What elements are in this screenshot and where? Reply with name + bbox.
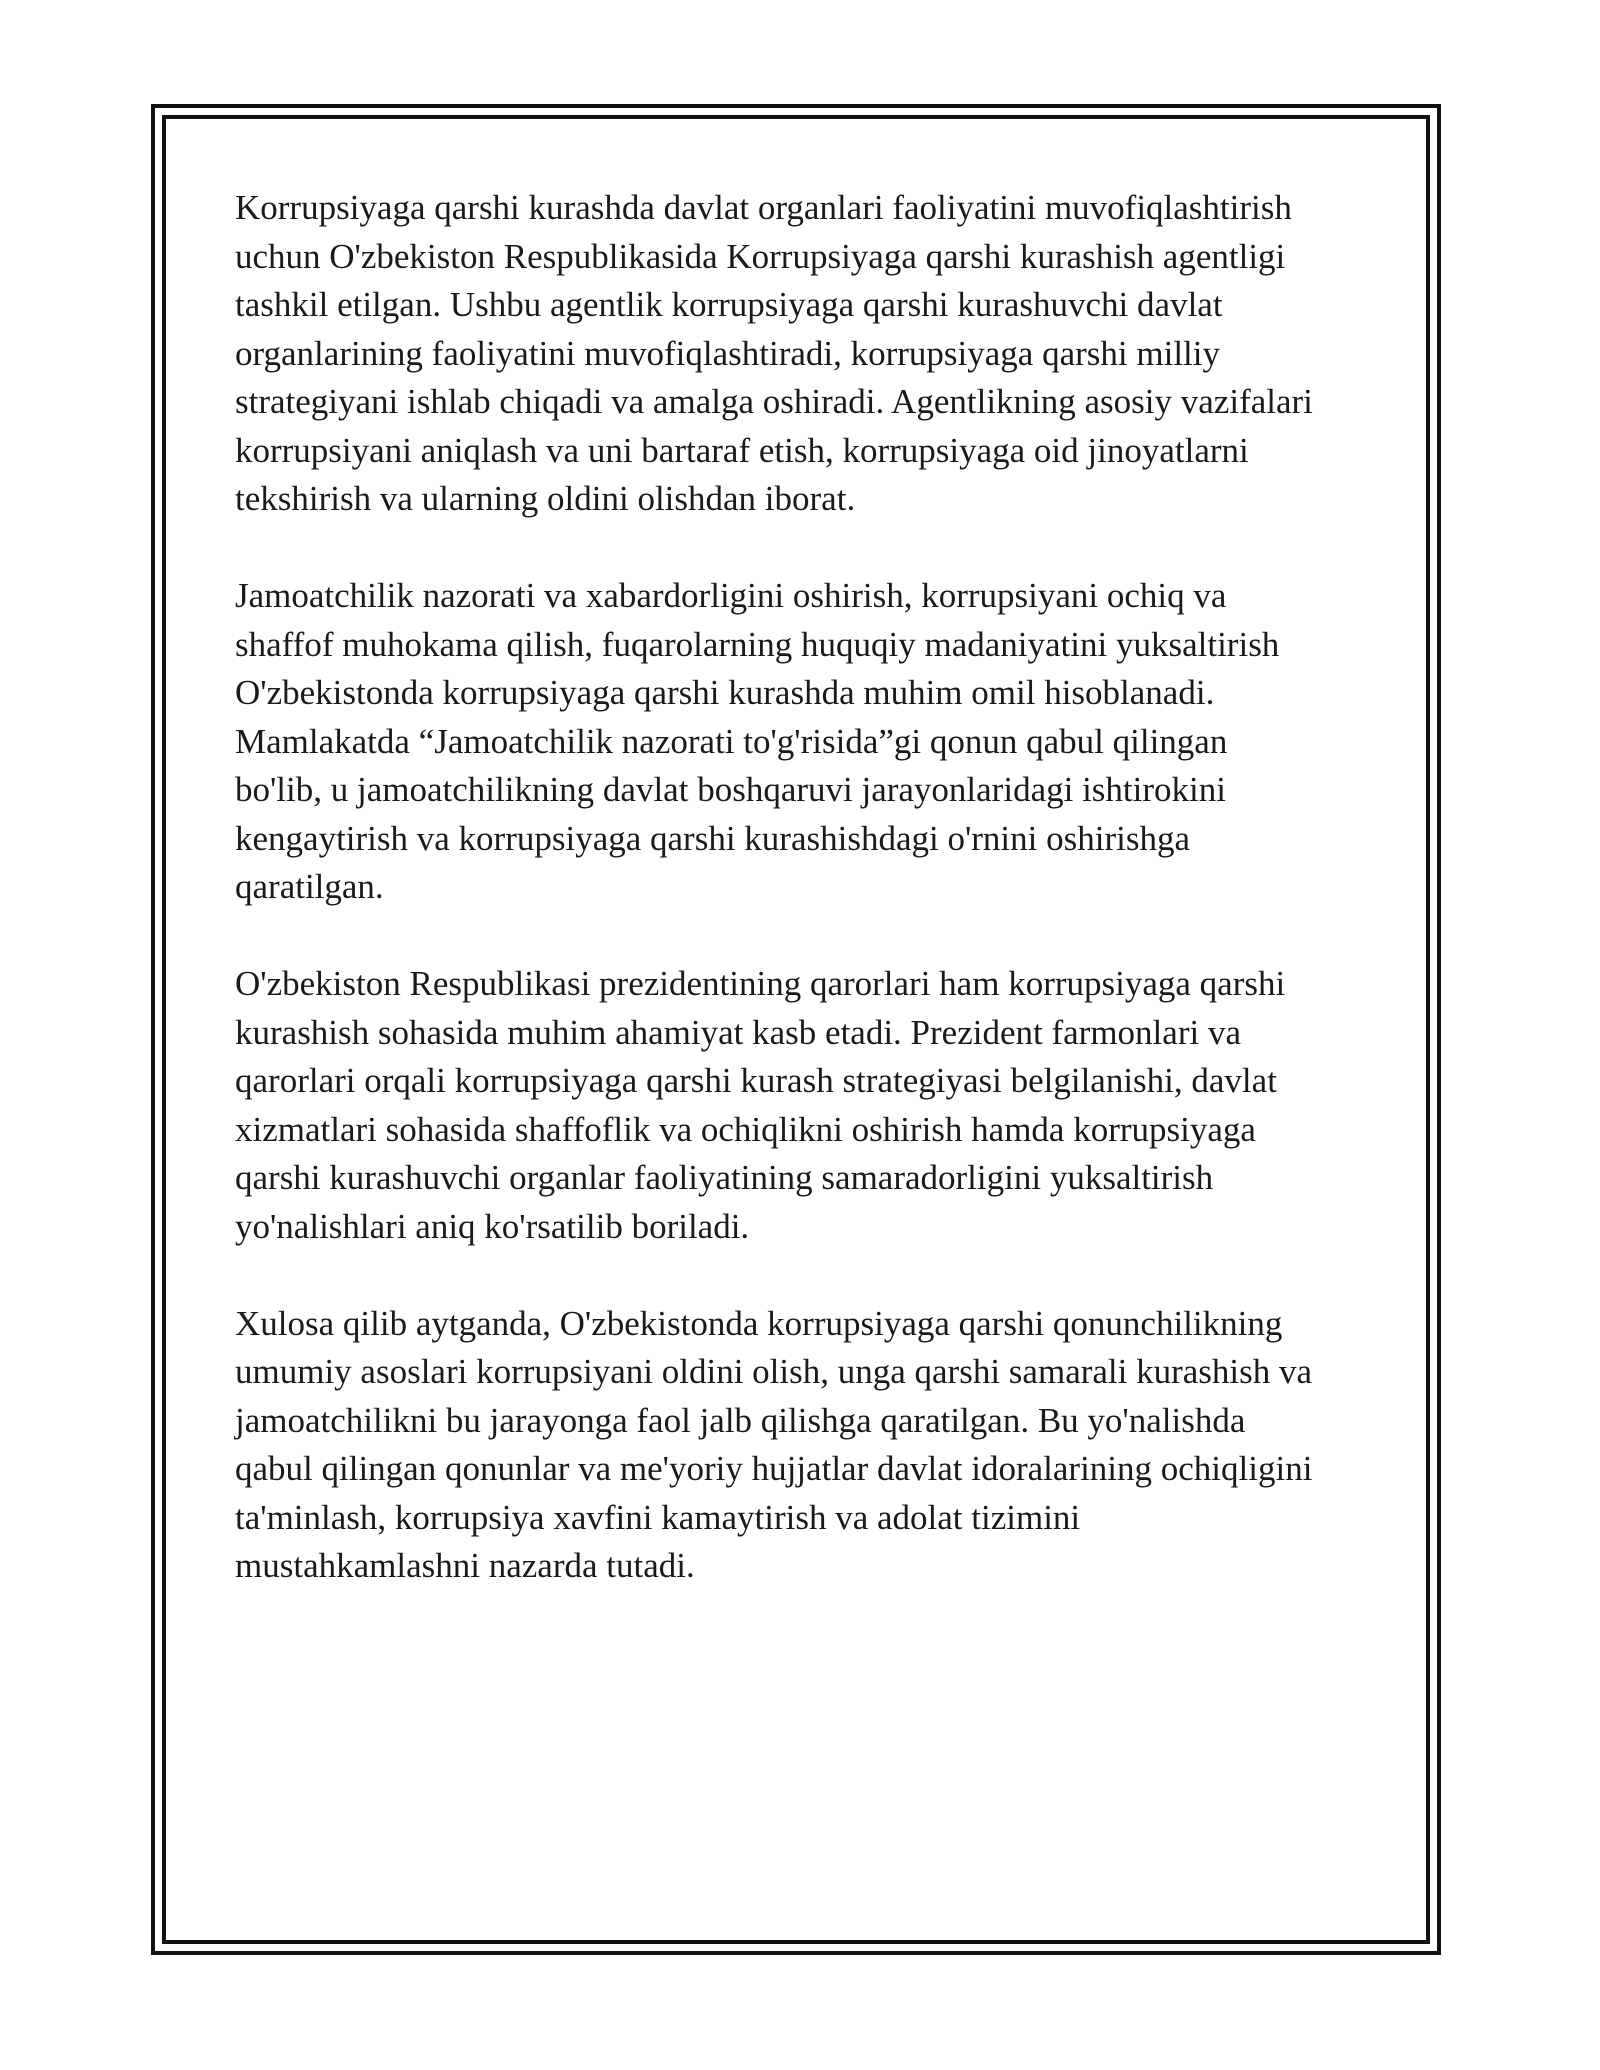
paragraph-2: Jamoatchilik nazorati va xabardorligini oshirish, korrupsiyani ochiq va shaffof muhokama qilish, fuqarolarning huquqiy madaniyatini yuksaltirish O'zbekistonda korrupsiyaga qarshi kurashda muhim omil hisoblanadi. Mamlakatda “Jamoatchilik nazorati to'g'risida”gi qonun qabul qilingan bo'lib, u jamoatchilikning davlat boshqaruvi jarayonlaridagi ishtirokini kengaytirish va korrupsiyaga qarshi kurashishdagi o'rnini oshirishga qaratilgan. — [235, 576, 1280, 906]
paragraph-4: Xulosa qilib aytganda, O'zbekistonda korrupsiyaga qarshi qonunchilikning umumiy asoslari korrupsiyani oldini olish, unga qarshi samarali kurashish va jamoatchilikni bu jarayonga faol jalb qilishga qaratilgan. Bu yo'nalishda qabul qilingan qonunlar va me'yoriy hujjatlar davlat idoralarining ochiqligini ta'minlash, korrupsiya xavfini kamaytirish va adolat tizimini mustahkamlashni nazarda tutadi. — [235, 1303, 1313, 1585]
paragraph-1: Korrupsiyaga qarshi kurashda davlat organlari faoliyatini muvofiqlashtirish uchun O'zbekiston Respublikasida Korrupsiyaga qarshi kurashish agentligi tashkil etilgan. Ushbu agentlik korrupsiyaga qarshi kurashuvchi davlat organlarining faoliyatini muvofiqlashtiradi, korrupsiyaga qarshi milliy strategiyani ishlab chiqadi va amalga oshiradi. Agentlikning asosiy vazifalari korrupsiyani aniqlash va uni bartaraf etish, korrupsiyaga oid jinoyatlarni tekshirish va ularning oldini olishdan iborat. — [235, 188, 1313, 518]
paragraph-3: O'zbekiston Respublikasi prezidentining qarorlari ham korrupsiyaga qarshi kurashish sohasida muhim ahamiyat kasb etadi. Prezident farmonlari va qarorlari orqali korrupsiyaga qarshi kurash strategiyasi belgilanishi, davlat xizmatlari sohasida shaffoflik va ochiqlikni oshirish hamda korrupsiyaga qarshi kurashuvchi organlar faoliyatining samaradorligini yuksaltirish yo'nalishlari aniq ko'rsatilib boriladi. — [235, 964, 1286, 1246]
document-body — [235, 184, 1385, 1639]
